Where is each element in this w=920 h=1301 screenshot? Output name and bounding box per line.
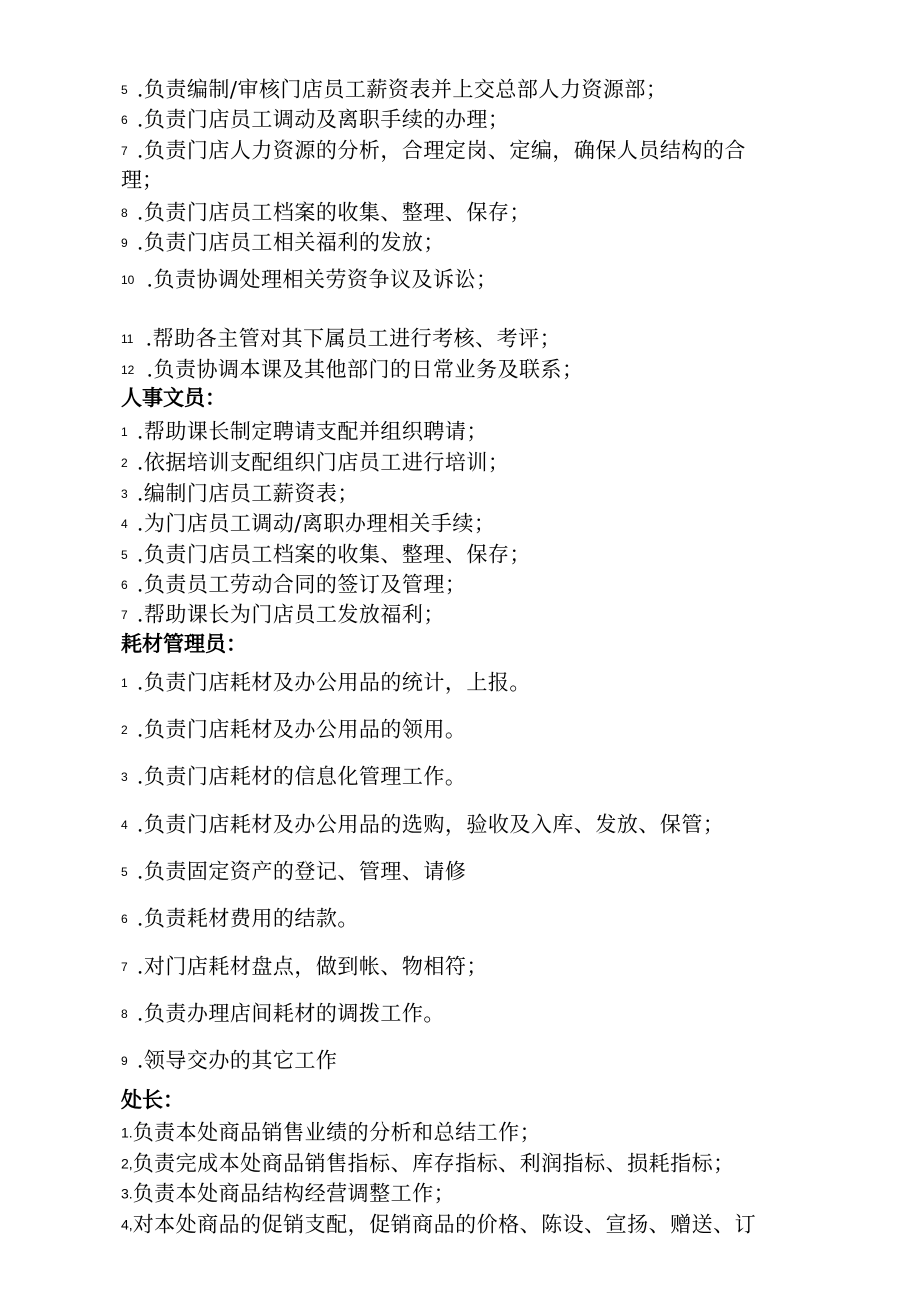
item-number: 2 (121, 455, 128, 470)
item-text: .负责门店耗材及办公用品的统计，上报。 (136, 670, 531, 695)
item-number: 7 (121, 143, 128, 158)
item-number: 10 (121, 272, 135, 287)
item-text: .负责办理店间耗材的调拨工作。 (136, 1001, 445, 1026)
item-text: .编制门店员工薪资表； (136, 481, 359, 506)
item-number: 6 (121, 911, 128, 926)
item-number: 8 (121, 1006, 128, 1021)
list-item (121, 325, 561, 351)
list-item (121, 571, 466, 597)
item-text: .对门店耗材盘点，做到帐、物相符； (136, 954, 488, 979)
item-text: .负责门店员工档案的收集、整理、保存； (136, 200, 531, 225)
item-text: .帮助课长为门店员工发放福利； (136, 602, 445, 627)
list-item (121, 229, 445, 255)
item-number: 4 (121, 817, 128, 832)
item-number: 12 (121, 362, 135, 377)
item-text: .帮助课长制定聘请支配并组织聘请； (136, 419, 488, 444)
item-number: 1 (121, 424, 128, 439)
list-item (121, 669, 531, 695)
item-number: 3 (121, 486, 128, 501)
item-text: .依据培训支配组织门店员工进行培训； (136, 450, 510, 475)
list-item (121, 266, 498, 292)
item-text: .负责门店耗材及办公用品的领用。 (136, 717, 467, 742)
item-number: 8 (121, 205, 128, 220)
list-item (121, 1180, 455, 1206)
list-item (121, 1000, 445, 1026)
item-number: 5 (121, 864, 128, 879)
item-text: .负责门店人力资源的分析，合理定岗、定编，确保人员结构的合 (136, 138, 746, 163)
item-number: 1. (121, 1124, 133, 1141)
item-number: 3 (121, 769, 128, 784)
list-item (121, 953, 488, 979)
item-text: .负责员工劳动合同的签订及管理； (136, 572, 467, 597)
item-text: .负责门店员工档案的收集、整理、保存； (136, 542, 531, 567)
item-text: .负责门店耗材的信息化管理工作。 (136, 764, 467, 789)
list-item (121, 137, 746, 163)
list-item (121, 106, 509, 132)
item-text: .负责固定资产的登记、管理、请修 (136, 859, 467, 884)
section-heading: 人事文员： (121, 386, 226, 410)
item-text: .负责协调本课及其他部门的日常业务及联系； (146, 357, 584, 382)
list-item (121, 1047, 337, 1073)
item-text: 负责本处商品结构经营调整工作； (132, 1181, 456, 1206)
list-item (121, 1211, 756, 1237)
item-text: .领导交办的其它工作 (136, 1048, 338, 1073)
item-number: 4 (121, 516, 128, 531)
item-text: 负责完成本处商品销售指标、库存指标、利润指标、损耗指标； (132, 1151, 735, 1176)
list-item (121, 905, 359, 931)
item-number: 7 (121, 607, 128, 622)
item-number: 1 (121, 675, 128, 690)
list-item (121, 449, 509, 475)
list-item (121, 510, 495, 536)
item-number: 9 (121, 235, 128, 250)
item-number: 11 (121, 331, 134, 346)
item-number: 5 (121, 82, 128, 97)
item-number: 3. (121, 1185, 133, 1202)
item-number: 5 (121, 547, 128, 562)
list-item (121, 811, 724, 837)
section-heading: 耗材管理员： (121, 632, 247, 656)
list-item (121, 763, 466, 789)
list-item (121, 480, 359, 506)
list-item (121, 716, 466, 742)
item-text: .负责耗材费用的结款。 (136, 906, 359, 931)
section-heading: 处长： (121, 1088, 184, 1112)
item-text: .负责门店员工调动及离职手续的办理； (136, 107, 510, 132)
list-item (121, 601, 445, 627)
item-text: .负责门店员工相关福利的发放； (136, 230, 445, 255)
item-number: 4, (121, 1216, 133, 1233)
list-item-continuation: 理； (121, 168, 163, 192)
list-item (121, 356, 584, 382)
list-item (121, 76, 667, 102)
item-text: 负责本处商品销售业绩的分析和总结工作； (132, 1120, 542, 1145)
item-text: .负责协调处理相关劳资争议及诉讼； (146, 267, 498, 292)
item-number: 2, (121, 1155, 133, 1172)
list-item (121, 541, 531, 567)
item-number: 7 (121, 959, 128, 974)
list-item (121, 858, 466, 884)
item-text: .负责编制/审核门店员工薪资表并上交总部人力资源部； (136, 77, 668, 102)
item-text: .负责门店耗材及办公用品的选购，验收及入库、发放、保管； (136, 812, 725, 837)
item-number: 2 (121, 722, 128, 737)
list-item (121, 1150, 735, 1176)
list-item (121, 1119, 541, 1145)
list-item (121, 418, 488, 444)
item-number: 9 (121, 1053, 128, 1068)
list-item (121, 199, 531, 225)
item-text: .为门店员工调动/离职办理相关手续； (136, 511, 496, 536)
item-text: 对本处商品的促销支配，促销商品的价格、陈设、宣扬、赠送、订 (132, 1212, 757, 1237)
item-number: 6 (121, 577, 128, 592)
item-text: .帮助各主管对其下属员工进行考核、考评； (145, 326, 562, 351)
item-number: 6 (121, 112, 128, 127)
